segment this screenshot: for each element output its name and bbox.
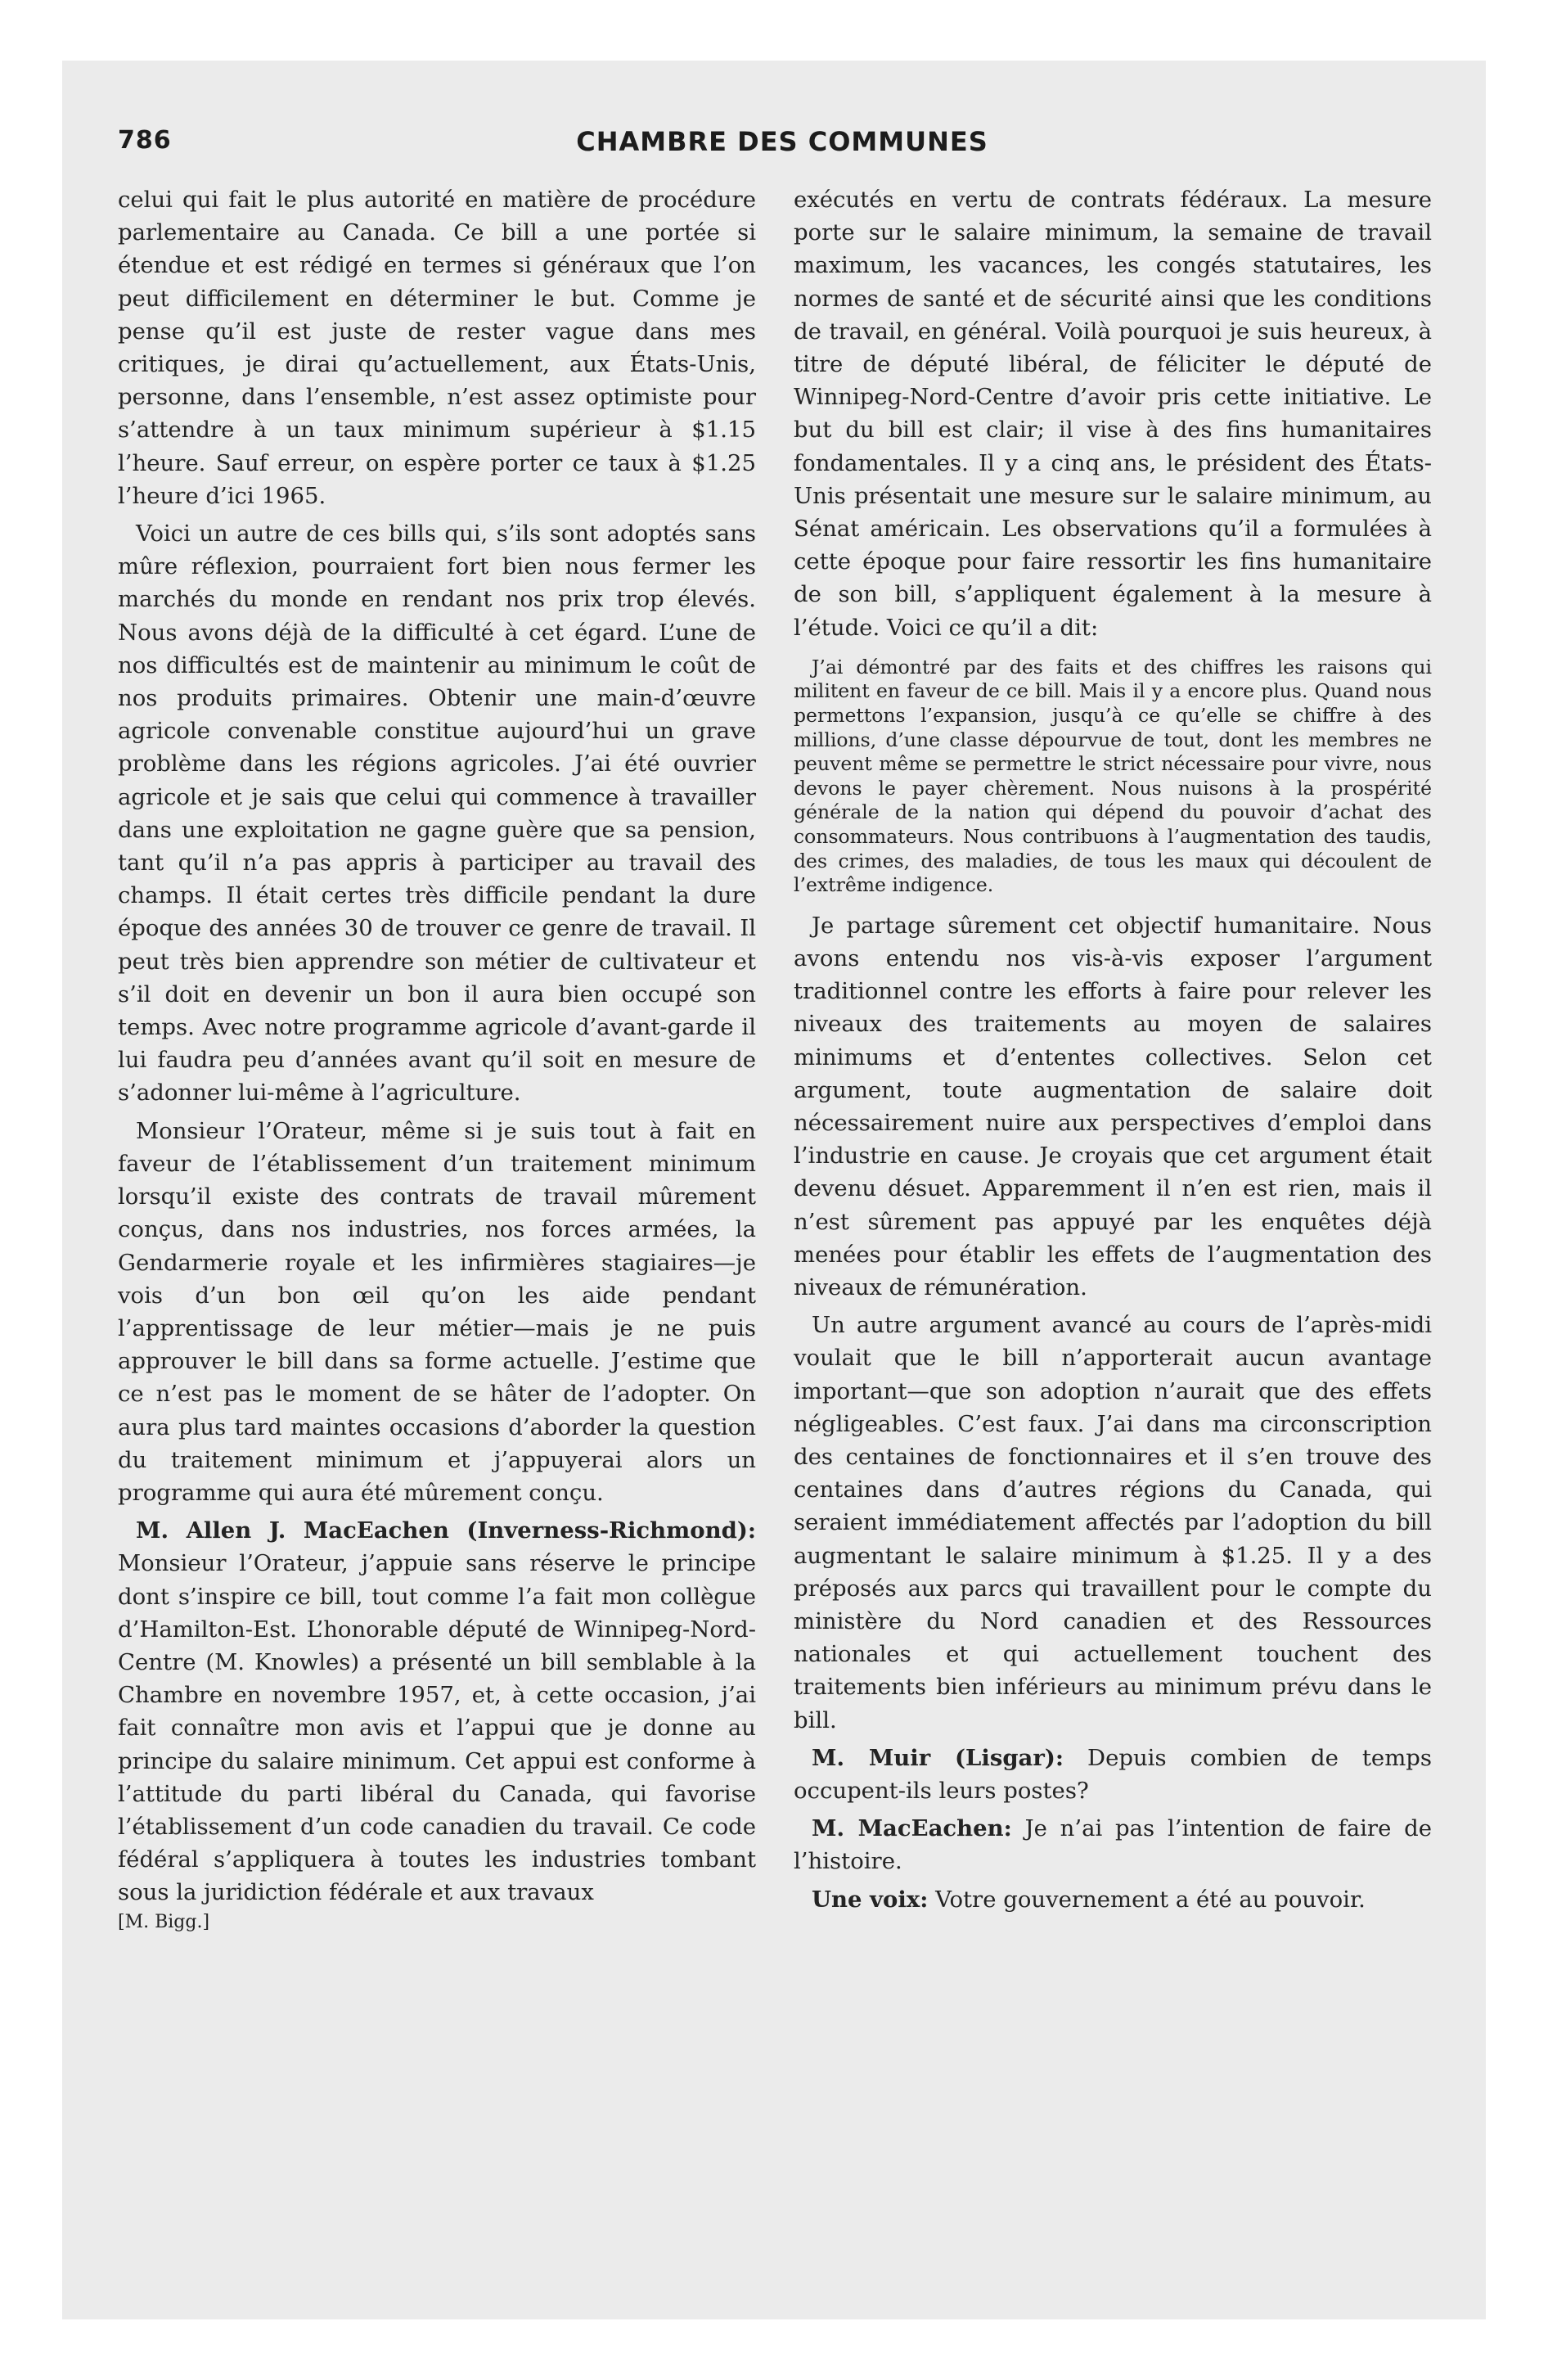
paragraph: exécutés en vertu de contrats fédéraux. La mesure porte sur le salaire minimum, la semaine de travail maximum, les vacances, les congés statutaires, les normes de santé et de sécurité ainsi que les conditions de travail, en général. Voilà pourquoi je suis heureux, à titre de député libéral, de féliciter le député de Winnipeg-Nord-Centre d’avoir pris cette initiative. Le but du bill est clair; il vise à des fins humanitaires fondamentales. Il y a cinq ans, le président des États-Unis présentait une mesure sur le salaire minimum, au Sénat américain. Les observations qu’il a formulées à cette époque pour faire ressortir les fins humanitaire de son bill, s’appliquent également à la mesure à l’étude. Voici ce qu’il a dit:: [794, 187, 1432, 641]
speech-text: Je n’ai pas l’intention de faire de l’histoire.: [794, 1815, 1432, 1875]
speaker-name: Une voix:: [812, 1886, 929, 1913]
speech-paragraph: [794, 1883, 1432, 1916]
speaker-name: M. Allen J. MacEachen (Inverness-Richmond):: [136, 1517, 756, 1544]
speaker-name: M. Muir (Lisgar):: [812, 1744, 1064, 1771]
paragraph: celui qui fait le plus autorité en matière de procédure parlementaire au Canada. Ce bill a une portée si étendue et est rédigé en termes si généraux que l’on peut difficilement en déterminer le but. Comme je pense qu’il est juste de rester vague dans mes critiques, je dirai qu’actuellement, aux États-Unis, personne, dans l’ensemble, n’est assez optimiste pour s’attendre à un taux minimum supérieur à $1.15 l’heure. Sauf erreur, on espère porter ce taux à $1.25 l’heure d’ici 1965.: [118, 187, 756, 509]
speech-paragraph: [118, 1514, 756, 1909]
right-column: [794, 183, 1432, 1916]
speech-paragraph: [794, 1812, 1432, 1877]
paragraph: Monsieur l’Orateur, même si je suis tout à fait en faveur de l’établissement d’un traitement minimum lorsqu’il existe des contrats de travail mûrement conçus, dans nos industries, nos forces armées, la Gendarmerie royale et les infirmières stagiaires—je vois d’un bon œil qu’on les aide pendant l’apprentissage de leur métier—mais je ne puis approuver le bill dans sa forme actuelle. J’estime que ce n’est pas le moment de se hâter de l’adopter. On aura plus tard maintes occasions d’aborder la question du traitement minimum et j’appuyerai alors un programme qui aura été mûrement conçu.: [118, 1117, 756, 1506]
paragraph: Je partage sûrement cet objectif humanitaire. Nous avons entendu nos vis-à-vis exposer l’argument traditionnel contre les efforts à faire pour relever les niveaux des traitements au moyen de salaires minimums et d’ententes collectives. Selon cet argument, toute augmentation de salaire doit nécessairement nuire aux perspectives d’emploi dans l’industrie en cause. Je croyais que cet argument était devenu désuet. Apparemment il n’en est rien, mais il n’est sûrement pas appuyé par les enquêtes déjà menées pour établir les effets de l’augmentation des niveaux de rémunération.: [794, 912, 1432, 1301]
running-head: CHAMBRE DES COMMUNES: [576, 126, 988, 157]
block-quote: J’ai démontré par des faits et des chiffres les raisons qui militent en faveur de ce bill. Mais il y a encore plus. Quand nous permettons l’expansion, jusqu’à ce qu’elle se chiffre à des millions, d’une classe dépourvue de tout, dont les membres ne peuvent même se permettre le strict nécessaire pour vivre, nous devons le payer chèrement. Nous nuisons à la prospérité générale de la nation qui dépend du pouvoir d’achat des consommateurs. Nous contribuons à l’augmentation des taudis, des crimes, des maladies, de tous les maux qui découlent de l’extrême indigence.: [794, 655, 1432, 897]
page-header: [118, 126, 1447, 167]
speech-paragraph: [794, 1742, 1432, 1807]
left-column: [118, 183, 756, 1936]
paragraph: Un autre argument avancé au cours de l’après-midi voulait que le bill n’apporterait aucun avantage important—que son adoption n’aurait que des effets négligeables. C’est faux. J’ai dans ma circonscription des centaines de fonctionnaires et il s’en trouve des centaines dans d’autres régions du Canada, qui seraient immédiatement affectés par l’adoption du bill augmentant le salaire minimum à $1.25. Il y a des préposés aux parcs qui travaillent pour le compte du ministère du Nord canadien et des Ressources nationales et qui actuellement touchent des traitements bien inférieurs au minimum prévu dans le bill.: [794, 1312, 1432, 1733]
speech-text: Monsieur l’Orateur, j’appuie sans réserve le principe dont s’inspire ce bill, tout comme l’a fait mon collègue d’Hamilton-Est. L’honorable député de Winnipeg-Nord-Centre (M. Knowles) a présenté un bill semblable à la Chambre en novembre 1957, et, à cette occasion, j’ai fait connaître mon avis et l’appui que je donne au principe du salaire minimum. Cet appui est conforme à l’attitude du parti libéral du Canada, qui favorise l’établissement d’un code canadien du travail. Ce code fédéral s’appliquera à toutes les industries tombant sous la juridiction fédérale et aux travaux: [118, 1550, 756, 1906]
speech-text: Depuis combien de temps occupent-ils leurs postes?: [794, 1744, 1432, 1805]
speaker-tag: [M. Bigg.]: [118, 1911, 210, 1932]
speaker-name: M. MacEachen:: [812, 1815, 1012, 1842]
speech-text: Votre gouvernement a été au pouvoir.: [928, 1886, 1366, 1913]
page-number: 786: [118, 126, 172, 155]
paragraph: Voici un autre de ces bills qui, s’ils sont adoptés sans mûre réflexion, pourraient fort bien nous fermer les marchés du monde en rendant nos prix trop élevés. Nous avons déjà de la difficulté à cet égard. L’une de nos difficultés est de maintenir au minimum le coût de nos produits primaires. Obtenir une main-d’œuvre agricole convenable constitue aujourd’hui un grave problème dans les régions agricoles. J’ai été ouvrier agricole et je sais que celui qui commence à travailler dans une exploitation ne gagne guère que sa pension, tant qu’il n’a pas appris à participer au travail des champs. Il était certes très difficile pendant la dure époque des années 30 de trouver ce genre de travail. Il peut très bien apprendre son métier de cultivateur et s’il doit en devenir un bon il aura bien occupé son temps. Avec notre programme agricole d’avant-garde il lui faudra peu d’années avant qu’il soit en mesure de s’adonner lui-même à l’agriculture.: [118, 521, 756, 1107]
document-page: [62, 61, 1486, 2319]
